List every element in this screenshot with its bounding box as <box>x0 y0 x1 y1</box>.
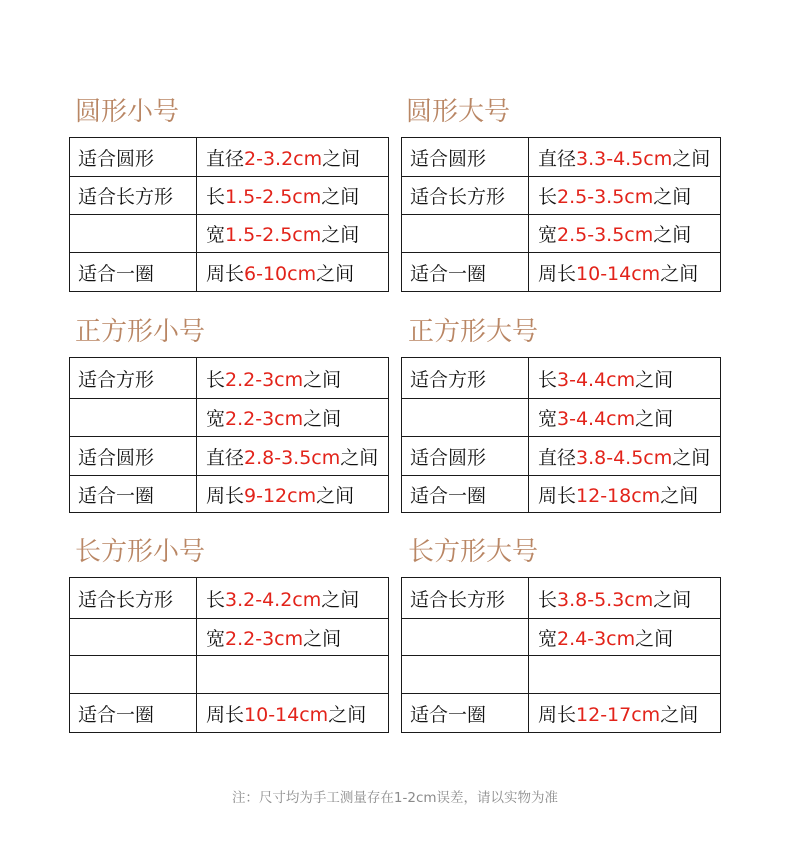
section-title-square-small: 正方形小号 <box>75 317 206 347</box>
row-label: 适合一圈 <box>402 694 529 733</box>
section-title-square-large: 正方形大号 <box>408 317 539 347</box>
row-value: 长3.8-5.3cm之间 <box>529 578 721 619</box>
row-label: 适合一圈 <box>70 694 197 733</box>
row-label: 适合圆形 <box>70 138 197 177</box>
table-row <box>402 437 721 476</box>
table-row <box>70 476 389 513</box>
table-row <box>70 437 389 476</box>
row-value: 宽3-4.4cm之间 <box>529 399 721 437</box>
row-value: 长3-4.4cm之间 <box>529 358 721 399</box>
table-row <box>70 253 389 292</box>
row-label: 适合长方形 <box>70 578 197 619</box>
section-title-rect-large: 长方形大号 <box>408 537 539 567</box>
table-row <box>70 215 389 253</box>
row-value: 长1.5-2.5cm之间 <box>197 177 389 215</box>
row-value: 宽2.5-3.5cm之间 <box>529 215 721 253</box>
row-value: 宽2.4-3cm之间 <box>529 619 721 656</box>
table-row <box>70 578 389 619</box>
row-label <box>402 215 529 253</box>
table-row <box>70 694 389 733</box>
row-label <box>402 399 529 437</box>
row-value <box>529 656 721 694</box>
row-value: 长2.5-3.5cm之间 <box>529 177 721 215</box>
row-label: 适合圆形 <box>402 437 529 476</box>
row-value: 宽2.2-3cm之间 <box>197 399 389 437</box>
table-row <box>70 358 389 399</box>
measurement-note: 注：尺寸均为手工测量存在1-2cm误差，请以实物为准 <box>231 790 559 806</box>
row-value: 直径3.8-4.5cm之间 <box>529 437 721 476</box>
row-value: 周长12-17cm之间 <box>529 694 721 733</box>
row-value: 直径3.3-4.5cm之间 <box>529 138 721 177</box>
table-row <box>70 177 389 215</box>
table-row <box>402 694 721 733</box>
table-row <box>402 476 721 513</box>
row-value: 周长9-12cm之间 <box>197 476 389 513</box>
row-value: 长2.2-3cm之间 <box>197 358 389 399</box>
row-label: 适合长方形 <box>70 177 197 215</box>
row-label <box>402 656 529 694</box>
row-value: 周长12-18cm之间 <box>529 476 721 513</box>
size-table-round-small <box>69 137 389 292</box>
size-table-round-large <box>401 137 721 292</box>
table-row <box>402 177 721 215</box>
row-label: 适合长方形 <box>402 177 529 215</box>
row-value: 周长10-14cm之间 <box>197 694 389 733</box>
row-value: 宽2.2-3cm之间 <box>197 619 389 656</box>
row-label <box>70 215 197 253</box>
row-label <box>70 656 197 694</box>
section-title-rect-small: 长方形小号 <box>75 537 206 567</box>
table-row <box>402 138 721 177</box>
row-value <box>197 656 389 694</box>
table-row <box>402 619 721 656</box>
size-table-square-small <box>69 357 389 513</box>
row-label: 适合一圈 <box>402 476 529 513</box>
row-label <box>402 619 529 656</box>
row-value: 直径2-3.2cm之间 <box>197 138 389 177</box>
table-row <box>402 578 721 619</box>
row-value: 周长10-14cm之间 <box>529 253 721 292</box>
table-row <box>402 215 721 253</box>
table-row <box>402 358 721 399</box>
row-label: 适合一圈 <box>402 253 529 292</box>
row-label <box>70 619 197 656</box>
table-row <box>70 138 389 177</box>
table-row <box>70 619 389 656</box>
row-label: 适合长方形 <box>402 578 529 619</box>
row-label: 适合圆形 <box>402 138 529 177</box>
section-title-round-large: 圆形大号 <box>406 97 511 127</box>
size-table-rect-small <box>69 577 389 733</box>
row-label: 适合一圈 <box>70 253 197 292</box>
table-row <box>402 656 721 694</box>
row-label: 适合方形 <box>402 358 529 399</box>
row-label: 适合一圈 <box>70 476 197 513</box>
row-value: 周长6-10cm之间 <box>197 253 389 292</box>
row-label: 适合圆形 <box>70 437 197 476</box>
table-row <box>402 399 721 437</box>
size-table-rect-large <box>401 577 721 733</box>
row-label <box>70 399 197 437</box>
row-value: 长3.2-4.2cm之间 <box>197 578 389 619</box>
section-title-round-small: 圆形小号 <box>75 97 180 127</box>
size-table-square-large <box>401 357 721 513</box>
table-row <box>70 656 389 694</box>
row-value: 宽1.5-2.5cm之间 <box>197 215 389 253</box>
row-label: 适合方形 <box>70 358 197 399</box>
table-row <box>402 253 721 292</box>
row-value: 直径2.8-3.5cm之间 <box>197 437 389 476</box>
table-row <box>70 399 389 437</box>
